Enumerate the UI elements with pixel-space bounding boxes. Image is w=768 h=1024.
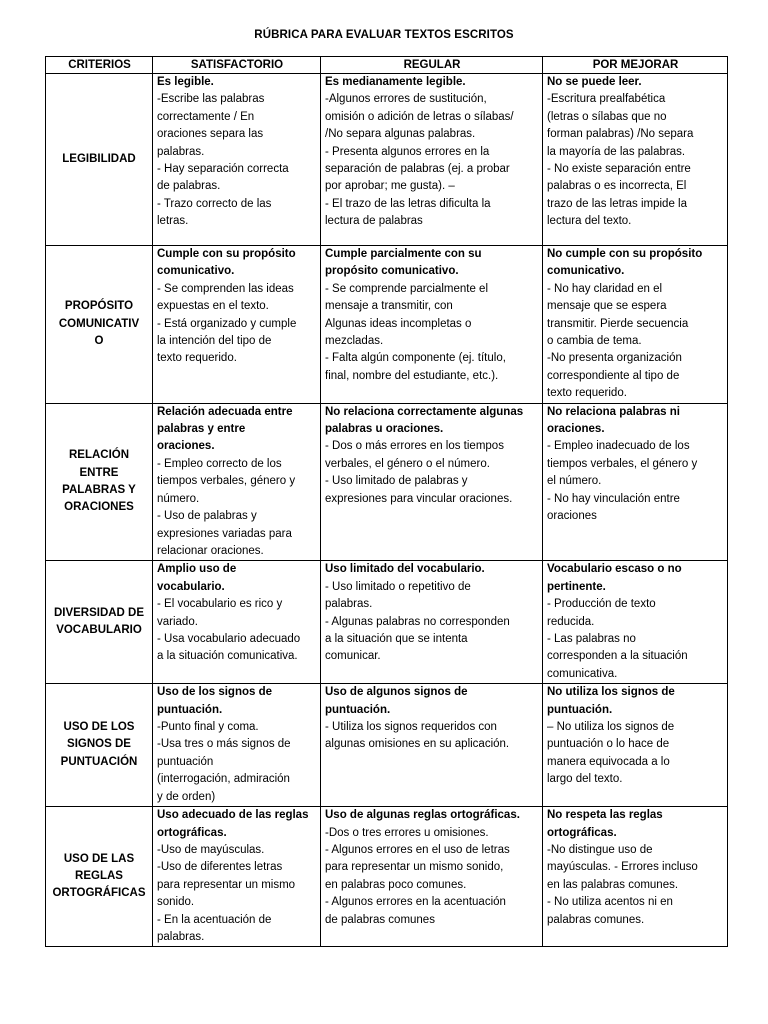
descriptor-line: mayúsculas. - Errores incluso (547, 861, 698, 874)
rubric-row (46, 807, 728, 947)
level-cell-satisfactorio (153, 246, 321, 404)
criterion-label: REGLAS (75, 870, 123, 883)
descriptor-line: -Uso de mayúsculas. (157, 843, 265, 856)
level-heading: Es legible. (157, 76, 214, 88)
criterion-label: COMUNICATIV (58, 317, 140, 330)
descriptor-line: palabras comunes. (547, 913, 645, 926)
descriptor-line: en las palabras comunes. (547, 878, 679, 891)
level-cell-satisfactorio (153, 684, 321, 807)
descriptor-line: -Dos o tres errores u omisiones. (325, 826, 489, 839)
level-heading: ortográficas. (157, 826, 227, 839)
descriptor-line: - Uso limitado de palabras y (325, 475, 468, 488)
criterion-label: SIGNOS DE (67, 738, 131, 751)
rubric-row (46, 561, 728, 684)
descriptor-line: - El trazo de las letras dificulta la (325, 197, 491, 210)
descriptor-line: final, nombre del estudiante, etc.). (325, 369, 499, 382)
level-heading: oraciones. (157, 440, 215, 453)
criterion-label: ORTOGRÁFICAS (52, 887, 146, 900)
criterion-label: ENTRE (79, 466, 119, 479)
level-heading: No utiliza los signos de (547, 686, 675, 699)
level-cell-satisfactorio (153, 561, 321, 684)
descriptor-line: -Uso de diferentes letras (157, 861, 283, 874)
descriptor-line: - Se comprenden las ideas (157, 282, 294, 295)
descriptor-line: -Punto final y coma. (157, 720, 259, 733)
descriptor-line: en palabras poco comunes. (325, 878, 467, 891)
descriptor-line: y de orden) (157, 790, 216, 803)
criterion-cell (46, 561, 153, 684)
level-heading: vocabulario. (157, 580, 225, 593)
level-cell-por-mejorar (543, 74, 728, 246)
descriptor-line: -Algunos errores de sustitución, (325, 93, 487, 106)
criterion-cell (46, 246, 153, 404)
descriptor-line: - Se comprende parcialmente el (325, 282, 488, 295)
descriptor-line: (interrogación, admiración (157, 773, 290, 786)
criterion-label: ORACIONES (64, 501, 134, 514)
descriptor-line: tiempos verbales, género y (157, 475, 296, 488)
descriptor-line: relacionar oraciones. (157, 544, 264, 557)
level-cell-regular (321, 246, 543, 404)
level-heading: No relaciona palabras ni (547, 405, 680, 418)
descriptor-line: -Escribe las palabras (157, 93, 265, 106)
column-header-satisfactorio: SATISFACTORIO (153, 57, 321, 74)
document-title: RÚBRICA PARA EVALUAR TEXTOS ESCRITOS (254, 29, 514, 41)
criterion-label: PUNTUACIÓN (60, 755, 138, 768)
descriptor-line: para representar un mismo (157, 878, 296, 891)
level-cell-satisfactorio (153, 74, 321, 246)
criterion-cell (46, 403, 153, 561)
level-heading: puntuación. (325, 703, 391, 716)
descriptor-line: mezcladas. (325, 335, 384, 348)
descriptor-line: - Hay separación correcta (157, 163, 289, 176)
criterion-label: VOCABULARIO (56, 624, 142, 637)
descriptor-line: mensaje a transmitir, con (325, 300, 453, 313)
descriptor-line: - Falta algún componente (ej. título, (325, 352, 506, 365)
level-heading: puntuación. (547, 703, 613, 716)
descriptor-line: - Algunas palabras no corresponden (325, 615, 510, 628)
descriptor-line: /No separa algunas palabras. (325, 128, 476, 141)
descriptor-line: - No utiliza acentos ni en (547, 896, 673, 909)
descriptor-line: forman palabras) /No separa (547, 128, 694, 141)
rubric-row (46, 403, 728, 561)
column-header-regular: REGULAR (321, 57, 543, 74)
descriptor-line: - Uso limitado o repetitivo de (325, 580, 471, 593)
level-heading: Uso de los signos de (157, 686, 273, 699)
descriptor-line: texto requerido. (547, 387, 627, 400)
descriptor-line: algunas omisiones en su aplicación. (325, 738, 510, 751)
descriptor-line: - El vocabulario es rico y (157, 598, 283, 611)
descriptor-line: por aprobar; me gusta). – (325, 180, 455, 193)
criterion-label: USO DE LOS (63, 721, 135, 734)
descriptor-line: - Trazo correcto de las (157, 197, 272, 210)
level-cell-satisfactorio (153, 807, 321, 947)
descriptor-line: la intención del tipo de (157, 335, 272, 348)
descriptor-line: reducida. (547, 615, 595, 628)
descriptor-line: texto requerido. (157, 352, 237, 365)
descriptor-line: - Dos o más errores en los tiempos (325, 440, 504, 453)
level-cell-por-mejorar (543, 561, 728, 684)
descriptor-line: -No presenta organización (547, 352, 682, 365)
descriptor-line: - Está organizado y cumple (157, 317, 297, 330)
descriptor-line: la mayoría de las palabras. (547, 145, 686, 158)
rubric-row (46, 74, 728, 246)
descriptor-line: a la situación que se intenta (325, 632, 468, 645)
descriptor-line: (letras o sílabas que no (547, 110, 667, 123)
column-header-criterios: CRITERIOS (46, 57, 153, 74)
criterion-label: PALABRAS Y (62, 483, 136, 496)
level-cell-por-mejorar (543, 807, 728, 947)
descriptor-line: mensaje que se espera (547, 300, 667, 313)
descriptor-line: de palabras. (157, 180, 221, 193)
descriptor-line: verbales, el género o el número. (325, 457, 490, 470)
descriptor-line: - Presenta algunos errores en la (325, 145, 490, 158)
descriptor-line: transmitir. Pierde secuencia (547, 317, 689, 330)
descriptor-line: -Usa tres o más signos de (157, 738, 291, 751)
level-heading: palabras u oraciones. (325, 423, 444, 436)
level-cell-por-mejorar (543, 684, 728, 807)
descriptor-line: comunicar. (325, 650, 381, 663)
rubric-row (46, 684, 728, 807)
descriptor-line: a la situación comunicativa. (157, 650, 298, 663)
level-heading: Uso adecuado de las reglas (157, 809, 309, 822)
descriptor-line: - En la acentuación de (157, 913, 272, 926)
descriptor-line: omisión o adición de letras o sílabas/ (325, 110, 514, 123)
descriptor-line: corresponden a la situación (547, 650, 688, 663)
descriptor-line: para representar un mismo sonido, (325, 861, 504, 874)
level-cell-satisfactorio (153, 403, 321, 561)
descriptor-line: - Empleo correcto de los (157, 457, 282, 470)
level-heading: Uso de algunas reglas ortográficas. (325, 809, 520, 822)
column-header-por-mejorar: POR MEJORAR (543, 57, 728, 74)
descriptor-line: palabras. (157, 145, 205, 158)
descriptor-line: -No distingue uso de (547, 843, 653, 856)
descriptor-line: palabras. (325, 598, 373, 611)
descriptor-line: manera equivocada a lo (547, 755, 670, 768)
descriptor-line: – No utiliza los signos de (547, 720, 675, 733)
descriptor-line: expresiones variadas para (157, 527, 292, 540)
descriptor-line: palabras. (157, 931, 205, 943)
level-heading: No relaciona correctamente algunas (325, 405, 524, 418)
descriptor-line: separación de palabras (ej. a probar (325, 163, 510, 176)
level-heading: Uso limitado del vocabulario. (325, 563, 485, 576)
rubric-body (46, 74, 728, 947)
descriptor-line: lectura de palabras (325, 215, 423, 228)
rubric-row (46, 246, 728, 404)
descriptor-line: de palabras comunes (325, 913, 435, 926)
level-heading: No se puede leer. (547, 76, 642, 88)
level-cell-por-mejorar (543, 403, 728, 561)
descriptor-line: tiempos verbales, el género y (547, 457, 698, 470)
descriptor-line: - Las palabras no (547, 632, 636, 645)
descriptor-line: lectura del texto. (547, 215, 632, 228)
criterion-label: RELACIÓN (68, 449, 130, 462)
criterion-label: DIVERSIDAD DE (53, 606, 145, 619)
level-heading: pertinente. (547, 580, 606, 593)
criterion-label: LEGIBILIDAD (62, 152, 136, 165)
level-heading: comunicativo. (547, 265, 625, 278)
level-heading: Uso de algunos signos de (325, 686, 468, 699)
criterion-cell (46, 807, 153, 947)
descriptor-line: trazo de las letras impide la (547, 197, 687, 210)
descriptor-line: - Producción de texto (547, 598, 656, 611)
descriptor-line: -Escritura prealfabética (547, 93, 666, 106)
level-heading: oraciones. (547, 423, 605, 436)
level-heading: propósito comunicativo. (325, 265, 459, 278)
descriptor-line: o cambia de tema. (547, 335, 642, 348)
criterion-cell (46, 684, 153, 807)
level-heading: Cumple parcialmente con su (325, 248, 482, 260)
level-cell-regular (321, 561, 543, 684)
descriptor-line: número. (157, 492, 200, 505)
level-heading: Cumple con su propósito (157, 248, 296, 260)
descriptor-line: sonido. (157, 896, 195, 909)
level-heading: Vocabulario escaso o no (547, 563, 682, 576)
descriptor-line: oraciones (547, 510, 597, 523)
descriptor-line: palabras o es incorrecta, El (547, 180, 687, 193)
rubric-table (45, 56, 728, 947)
descriptor-line: - Utiliza los signos requeridos con (325, 720, 497, 733)
level-heading: puntuación. (157, 703, 223, 716)
criterion-label: O (94, 335, 104, 348)
descriptor-line: largo del texto. (547, 773, 623, 786)
descriptor-line: correctamente / En (157, 110, 255, 123)
level-heading: comunicativo. (157, 265, 235, 278)
level-cell-por-mejorar (543, 246, 728, 404)
descriptor-line: expuestas en el texto. (157, 300, 269, 313)
descriptor-line: - Empleo inadecuado de los (547, 440, 690, 453)
level-cell-regular (321, 74, 543, 246)
descriptor-line: oraciones separa las (157, 128, 264, 141)
descriptor-line: - No existe separación entre (547, 163, 691, 176)
descriptor-line: comunicativa. (547, 667, 618, 680)
descriptor-line: - Algunos errores en la acentuación (325, 896, 506, 909)
criterion-cell (46, 74, 153, 246)
level-heading: Relación adecuada entre (157, 405, 293, 418)
level-cell-regular (321, 684, 543, 807)
descriptor-line: - Usa vocabulario adecuado (157, 632, 301, 645)
descriptor-line: expresiones para vincular oraciones. (325, 492, 513, 505)
header-row (46, 57, 728, 74)
descriptor-line: variado. (157, 615, 198, 628)
level-heading: Es medianamente legible. (325, 76, 466, 88)
descriptor-line: correspondiente al tipo de (547, 369, 680, 382)
level-heading: No respeta las reglas (547, 809, 663, 822)
descriptor-line: - Uso de palabras y (157, 510, 257, 523)
level-heading: palabras y entre (157, 423, 246, 436)
descriptor-line: - Algunos errores en el uso de letras (325, 843, 510, 856)
descriptor-line: - No hay claridad en el (547, 282, 663, 295)
level-heading: No cumple con su propósito (547, 248, 703, 260)
level-heading: ortográficas. (547, 826, 617, 839)
descriptor-line: letras. (157, 215, 189, 228)
descriptor-line: puntuación (157, 755, 214, 768)
descriptor-line: el número. (547, 475, 602, 488)
criterion-label: USO DE LAS (63, 852, 135, 865)
level-cell-regular (321, 807, 543, 947)
criterion-label: PROPÓSITO (64, 300, 134, 313)
descriptor-line: puntuación o lo hace de (547, 738, 670, 751)
descriptor-line: - No hay vinculación entre (547, 492, 680, 505)
level-cell-regular (321, 403, 543, 561)
level-heading: Amplio uso de (157, 563, 237, 576)
descriptor-line: Algunas ideas incompletas o (325, 317, 472, 330)
